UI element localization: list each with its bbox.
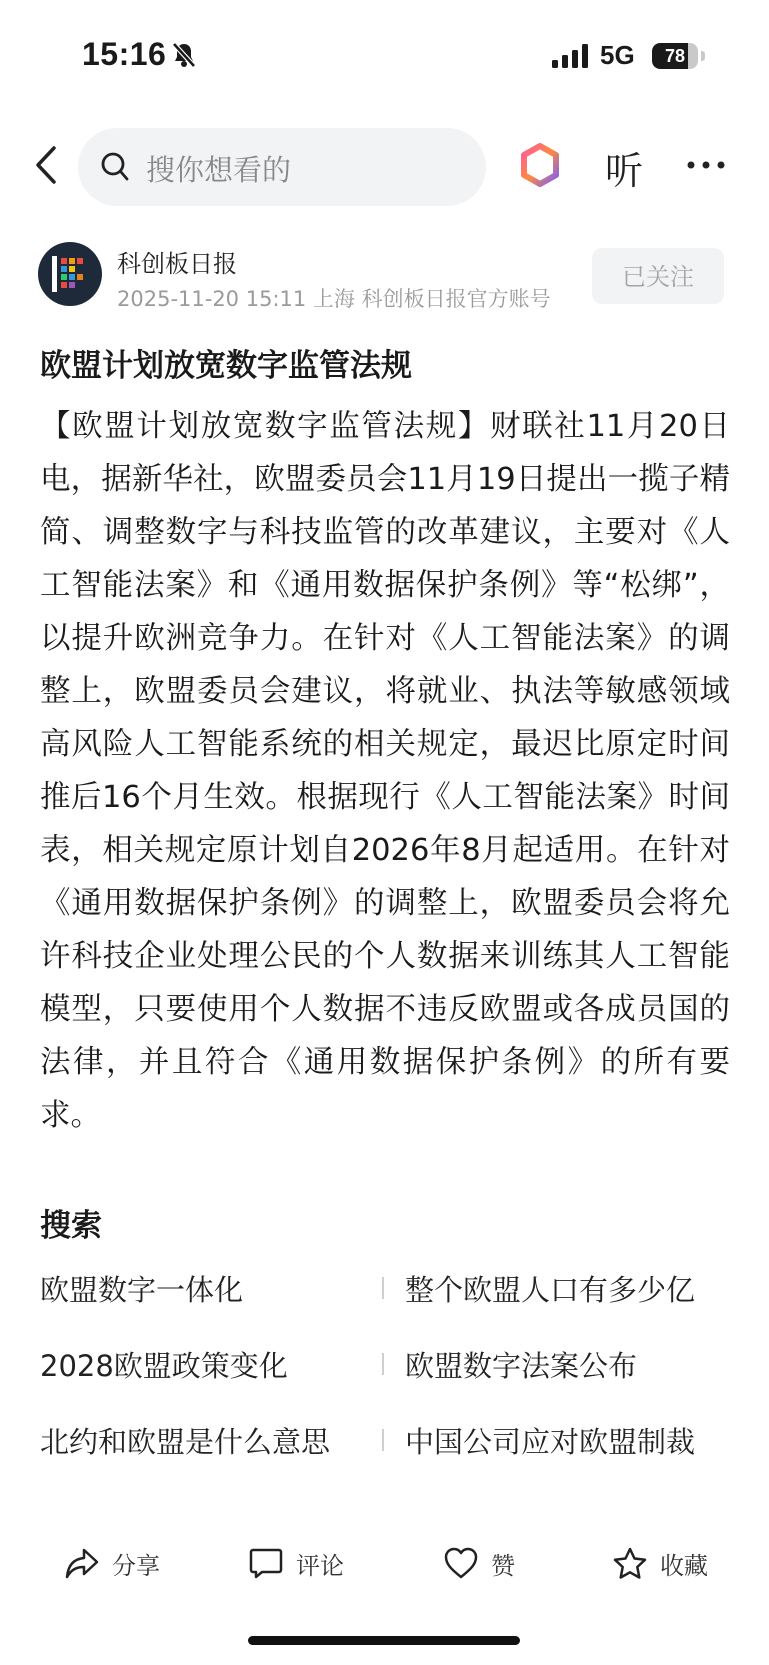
listen-button[interactable]: 听 bbox=[605, 149, 644, 193]
follow-button[interactable]: 已关注 bbox=[592, 248, 724, 304]
status-time: 15:16 bbox=[82, 36, 167, 72]
search-suggestion[interactable]: 北约和欧盟是什么意思 bbox=[40, 1425, 331, 1459]
article-title: 欧盟计划放宽数字监管法规 bbox=[40, 348, 412, 384]
search-suggestion[interactable]: 欧盟数字一体化 bbox=[40, 1273, 244, 1307]
article-body: 【欧盟计划放宽数字监管法规】财联社11月20日电，据新华社，欧盟委员会11月19日提出一揽子精简、调整数字与科技监管的改革建议，主要对《人工智能法案》和《通用数据保护条例》等“松绑”，以提升欧洲竞争力。在针对《人工智能法案》的调整上，欧盟委员会建议，将就业、执法等敏感领域高风险人工智能系统的相关规定，最迟比原定时间推后16个月生效。根据现行《人工智能法案》时间表，相关规定原计划自2026年8月起适用。在针对《通用数据保护条例》的调整上，欧盟委员会将允许科技企业处理公民的个人数据来训练其人工智能模型，只要使用个人数据不违反欧盟或各成员国的法律，并且符合《通用数据保护条例》的所有要求。 bbox=[40, 409, 730, 1133]
battery-nub bbox=[701, 51, 705, 61]
search-suggestion[interactable]: 整个欧盟人口有多少亿 bbox=[405, 1273, 696, 1307]
share-label: 分享 bbox=[112, 1551, 160, 1580]
search-section-title: 搜索 bbox=[40, 1208, 102, 1244]
share-button[interactable] bbox=[64, 1538, 160, 1588]
status-bar bbox=[0, 0, 769, 110]
search-input[interactable] bbox=[78, 128, 486, 206]
comment-label: 评论 bbox=[296, 1551, 344, 1580]
more-icon[interactable] bbox=[686, 160, 726, 170]
ai-assistant-icon[interactable] bbox=[520, 143, 560, 187]
divider bbox=[382, 1353, 384, 1375]
search-icon bbox=[100, 151, 130, 183]
author-avatar[interactable] bbox=[38, 242, 102, 306]
search-suggestion[interactable]: 欧盟数字法案公布 bbox=[405, 1349, 638, 1383]
back-icon[interactable] bbox=[30, 140, 66, 190]
like-label: 赞 bbox=[491, 1551, 515, 1580]
comment-icon bbox=[248, 1546, 284, 1580]
author-name[interactable]: 科创板日报 bbox=[117, 250, 237, 278]
favorite-label: 收藏 bbox=[660, 1551, 708, 1580]
bell-muted-icon bbox=[172, 42, 196, 68]
share-icon bbox=[64, 1546, 100, 1580]
divider bbox=[382, 1277, 384, 1299]
battery-icon bbox=[652, 43, 698, 69]
post-meta: 2025-11-20 15:11 上海 科创板日报官方账号 bbox=[117, 287, 551, 311]
heart-icon bbox=[443, 1546, 479, 1580]
comment-button[interactable] bbox=[248, 1538, 344, 1588]
search-suggestion[interactable]: 2028欧盟政策变化 bbox=[40, 1349, 288, 1383]
kcb-logo-icon bbox=[38, 242, 102, 306]
cellular-signal-icon bbox=[552, 44, 590, 68]
home-indicator bbox=[248, 1636, 520, 1645]
battery-percent: 78 bbox=[664, 46, 686, 66]
star-icon bbox=[612, 1546, 648, 1580]
search-placeholder: 搜你想看的 bbox=[146, 153, 292, 187]
like-button[interactable] bbox=[443, 1538, 515, 1588]
network-type: 5G bbox=[600, 40, 635, 70]
divider bbox=[382, 1429, 384, 1451]
search-suggestion[interactable]: 中国公司应对欧盟制裁 bbox=[405, 1425, 696, 1459]
favorite-button[interactable] bbox=[612, 1538, 708, 1588]
